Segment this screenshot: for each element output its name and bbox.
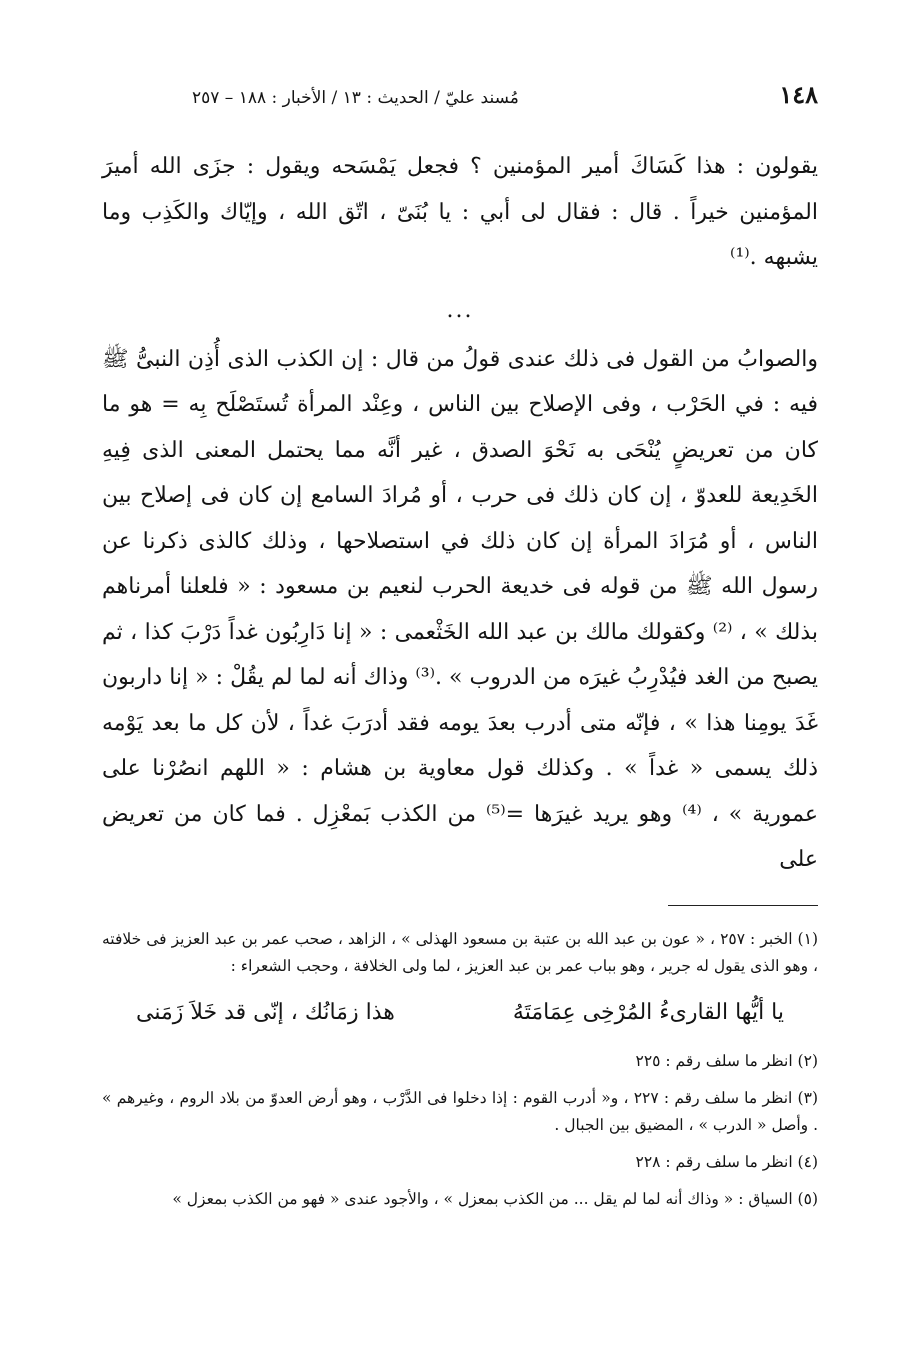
paragraph-1: يقولون : هذا كَسَاكَ أمير المؤمنين ؟ فجعل يَمْسَحه ويقول : جزَى الله أميرَ المؤمنين خيراً . قال : فقال لى أبي : يا بُنَىّ ، اتّق الله ، وإيّاك والكَذِب وما يشبهه .⁽¹⁾	[102, 154, 818, 270]
footnotes	[102, 926, 818, 1213]
footnote-5: (٥) السياق : « وذاك أنه لما لم يقل ... من الكذب بمعزل » ، والأجود عندى « فهو من الكذب بمعزل »	[172, 1189, 818, 1208]
footnote-2: (٢) انظر ما سلف رقم : ٢٢٥	[635, 1051, 818, 1070]
footnote-3: (٣) انظر ما سلف رقم : ٢٢٧ ، و« أدرب القوم : إذا دخلوا فى الدَّرْب ، وهو أرض العدوّ من بلاد الروم ، وغيرهم » . وأصل « الدرب » ، المضيق بين الجبال .	[102, 1088, 818, 1134]
page-header	[102, 80, 818, 126]
poetry-verse	[136, 996, 784, 1030]
verse-second-hemistich: هذا زمَانُك ، إنّى قد خَلاَ زَمَنى	[136, 999, 395, 1025]
section-separator: ...	[446, 297, 474, 323]
footnote-1: (١) الخبر : ٢٥٧ ، « عون بن عبد الله بن عتبة بن مسعود الهذلى » ، الزاهد ، صحب عمر بن عبد العزيز فى خلافته ، وهو الذى يقول له جرير ، وهو بباب عمر بن عبد العزيز ، لما ولى الخلافة ، وحجب الشعراء :	[102, 929, 818, 975]
paragraph-2: والصوابُ من القول فى ذلك عندى قولُ من قال : إن الكذب الذى أُذِن النبىُّ ﷺ فيه : في الحَرْب ، وفى الإصلاح بين الناس ، وعِنْد المرأة تُستَصْلَح بِه = هو ما كان من تعريضٍ يُنْحَى به نَحْوَ الصدق ، غير أنَّه مما يحتمل المعنى الذى فِيهِ الخَدِيعة للعدوّ ، إن كان ذلك فى حرب ، أو مُرادَ السامع إن كان فى إصلاح بين الناس ، أو مُرَادَ المرأة إن كان ذلك في استصلاحها ، وذلك كالذى ذكرنا عن رسول الله ﷺ من قوله فى خديعة الحرب لنعيم بن مسعود : « فلعلنا أمرناهم بذلك » ، ⁽²⁾ وكقولك مالك بن عبد الله الخَثْعمى : « إنا دَارِبُون غداً دَرْبَ كذا ، ثم يصبح من الغد فيُدْرِبُ غيرَه من الدروب » .⁽³⁾ وذاك أنه لما لم يقُلْ : « إنا داربون غَدَ يومِنا هذا » ، فإنّه متى أدرب بعدَ يومه فقد أدرَبَ غداً ، لأن كل ما بعد يَوْمه ذلك يسمى « غداً » . وكذلك قول معاوية بن هشام : « اللهم انصُرْنا على عمورية » ، ⁽⁴⁾ وهو يريد غيرَها =⁽⁵⁾ من الكذب بَمعْزِل . فما كان من تعريض على	[102, 346, 818, 872]
footnote-rule	[668, 905, 818, 906]
page-number: ١٤٨	[779, 80, 818, 109]
running-head: مُسند عليّ / الحديث : ١٣ / الأخبار : ١٨٨ – ٢٥٧	[192, 88, 519, 108]
footnote-4: (٤) انظر ما سلف رقم : ٢٢٨	[635, 1152, 818, 1171]
book-page	[102, 80, 818, 1219]
verse-first-hemistich: يا أيُّها القارىءُ المُرْخِى عِمَامَتَهُ	[512, 999, 784, 1025]
